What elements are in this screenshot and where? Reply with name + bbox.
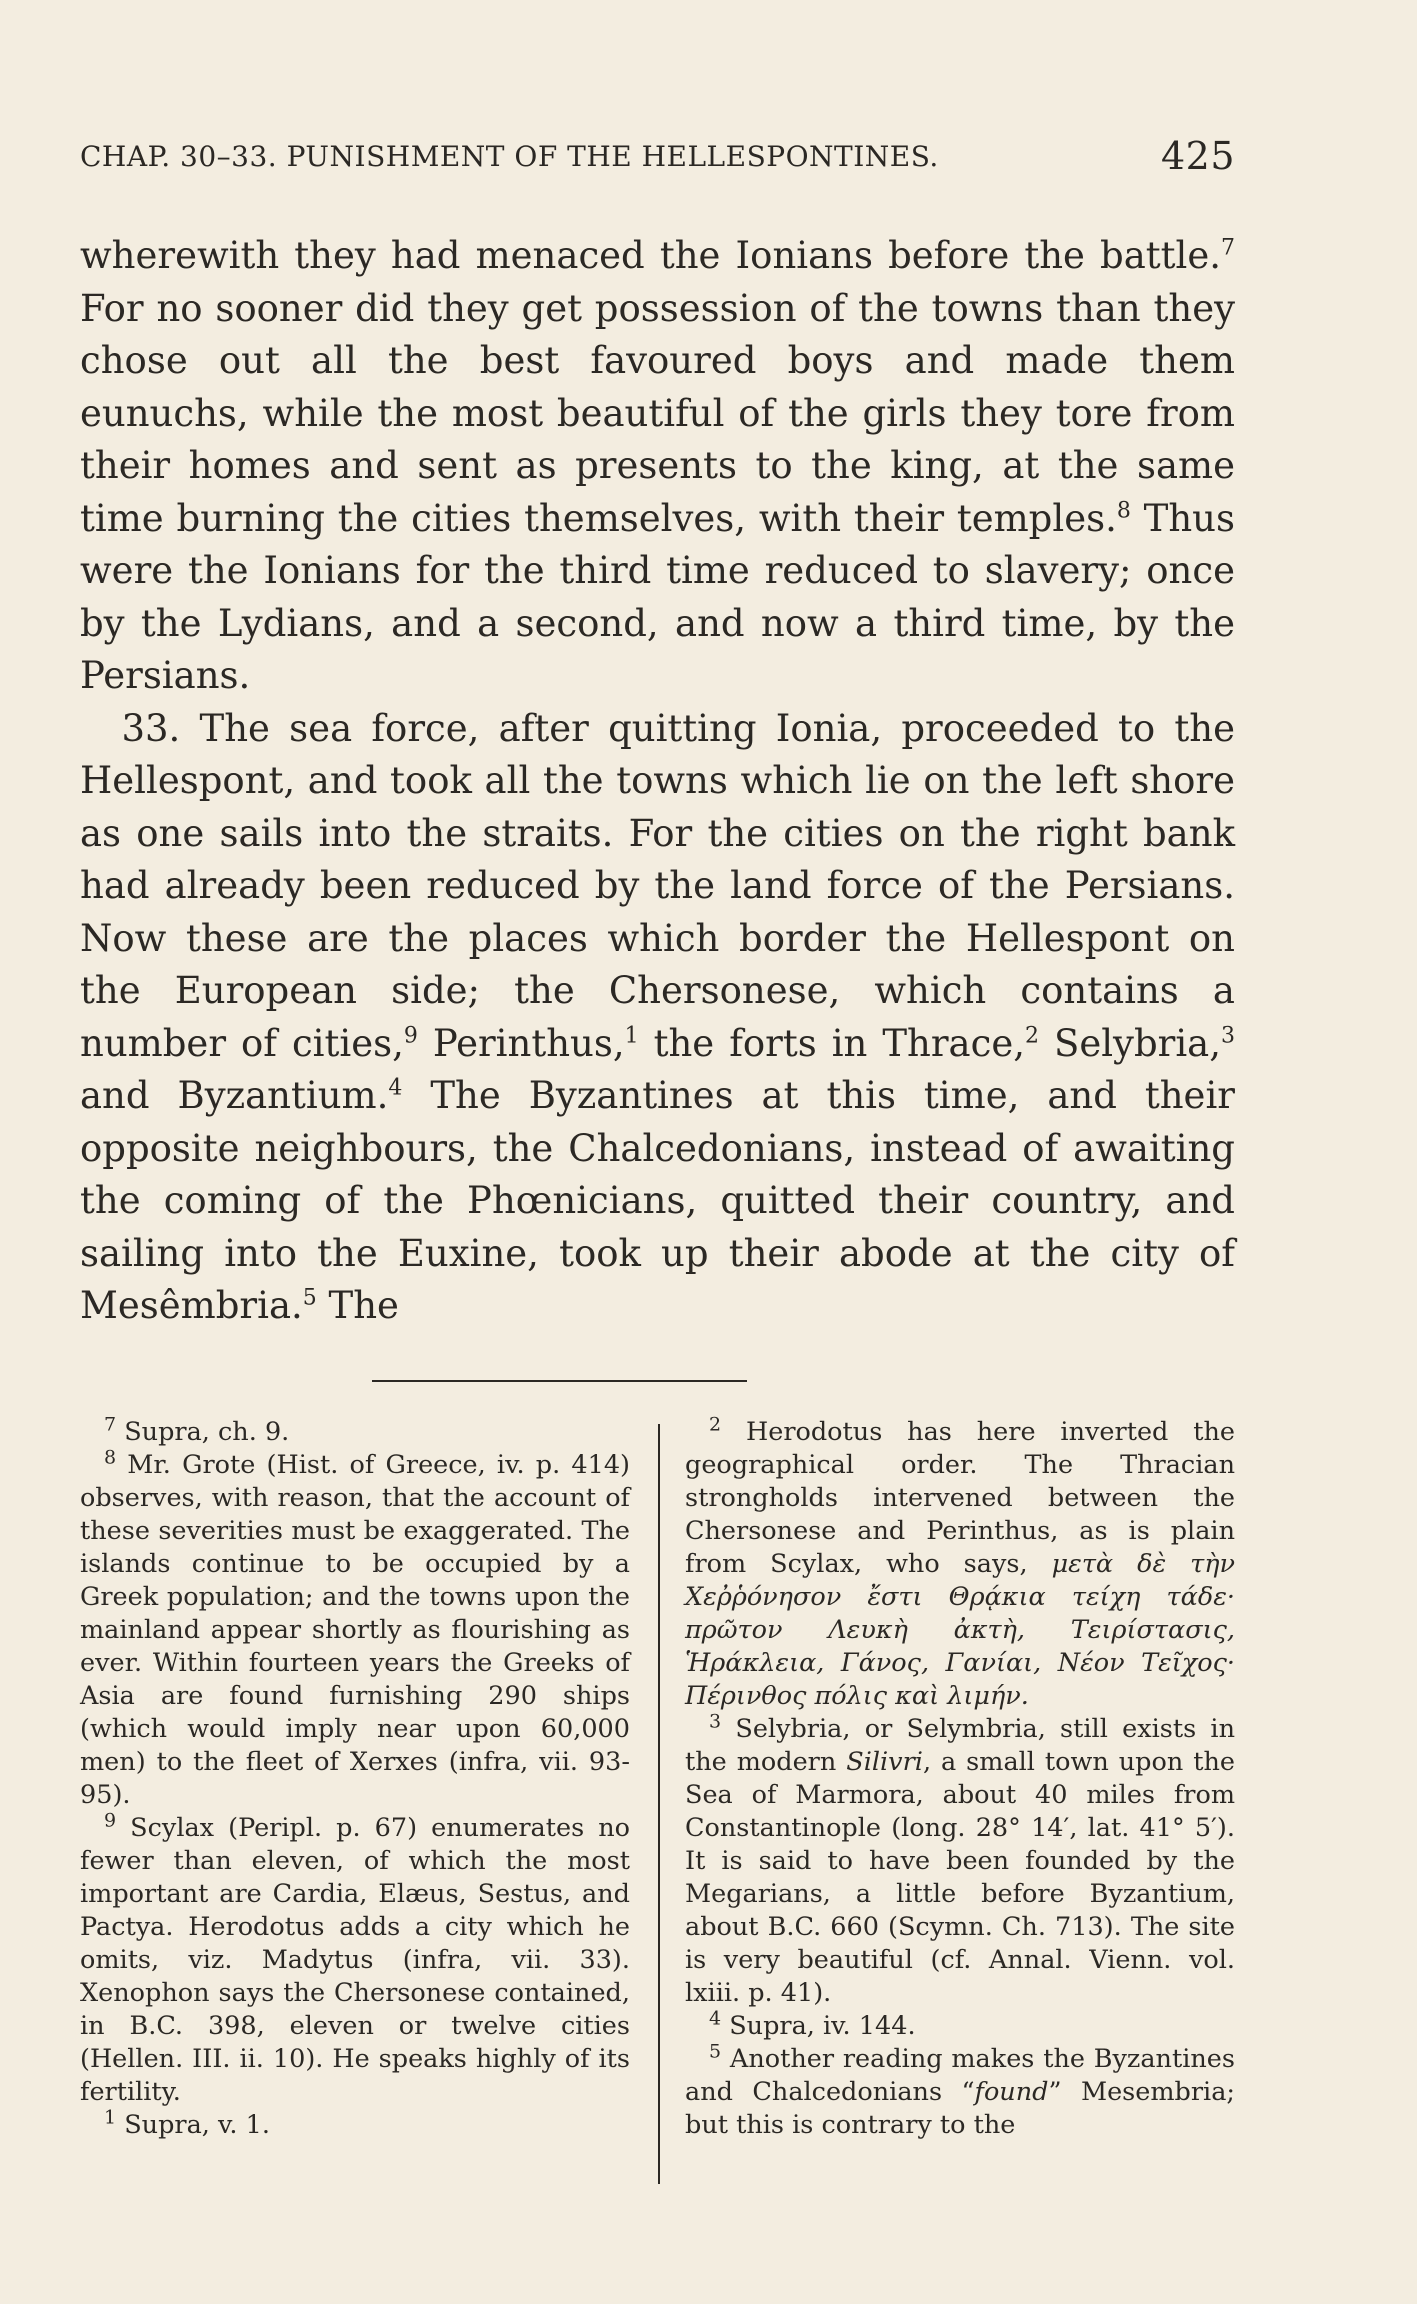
- text-run: Selybria,: [1038, 1021, 1221, 1065]
- text-run: wherewith they had menaced the Ionians before the battle.: [80, 234, 1221, 277]
- running-head: [80, 134, 1235, 190]
- footnote-number: 4: [709, 2007, 722, 2029]
- text-run: Perinthus,: [417, 1021, 625, 1065]
- footnote-number: 2: [709, 1413, 722, 1435]
- footnote-ref: 5: [302, 1285, 317, 1311]
- footnote-ref: 2: [1024, 1023, 1039, 1049]
- footnote-rule: [372, 1380, 747, 1382]
- footnote-text: Scylax (Peripl. p. 67) enumerates no fewer than eleven, of which the most important are Cardia, Elæus, Sestus, and Pactya. Herodotus adds a city which he omits, viz. Madytus (infra, vii. 33). Xenophon says the Chersonese contained, in B.C. 398, eleven or twelve cities (Hellen. III. ii. 10). He speaks highly of its fertility.: [80, 1812, 630, 2107]
- text-run: The: [316, 1284, 399, 1327]
- place-name-italic: Silivri: [846, 1746, 923, 1777]
- footnote-text: Herodotus has here inverted the geographical order. The Thracian strongholds intervened between the Chersonese and Perinthus, as is plain from Scylax, who says,: [685, 1416, 1236, 1579]
- variant-reading-italic: found: [974, 2076, 1049, 2107]
- main-text: [80, 230, 1235, 1333]
- text-run: For no sooner did they get possession of the towns than they chose out all the best favoured boys and made them eunuchs, while the most beautiful of the girls they tore from their homes and sent as presents to the king, at the same time burning the cities themselves, with their temples.: [80, 286, 1235, 540]
- text-run: the forts in Thrace,: [638, 1021, 1025, 1065]
- footnote-text: Mr. Grote (Hist. of Greece, iv. p. 414) observes, with reason, that the account of these severities must be exaggerated. The islands continue to be occupied by a Greek population; and the towns upon the mainland appear shortly as flourishing as ever. Within fourteen years the Greeks of Asia are found furnishing 290 ships (which would imply near upon 60,000 men) to the fleet of Xerxes (infra, vii. 93-95).: [80, 1449, 631, 1810]
- footnote-3: [685, 1710, 1236, 2010]
- footnote-ref: 1: [624, 1023, 639, 1049]
- paragraph-33: [80, 703, 1235, 1333]
- footnote-9: [80, 1809, 630, 2109]
- footnote-number: 7: [104, 1413, 117, 1435]
- text-run: and Byzantium.: [80, 1074, 389, 1117]
- footnote-text: Supra, v. 1.: [124, 2109, 270, 2140]
- footnote-7: [80, 1413, 630, 1449]
- footnote-ref: 7: [1221, 235, 1235, 261]
- text-run: The Byzantines at this time, and their opposite neighbours, the Chalcedonians, instead of awaiting the coming of the Phœnicians, quitted their country, and sailing into the Euxine, took up their abode at the city of Mesêmbria.: [80, 1074, 1235, 1327]
- footnotes-right-column: [685, 1413, 1236, 2142]
- footnote-text: Supra, iv. 144.: [729, 2010, 916, 2041]
- footnote-text: Supra, ch. 9.: [124, 1416, 290, 1447]
- footnotes-left-column: [80, 1413, 631, 2142]
- footnote-text: , a small town upon the Sea of Marmora, about 40 miles from Constantinople (long. 28° 14′, lat. 41° 5′). It is said to have been founded by the Megarians, a little before Byzantium, about B.C. 660 (Scymn. Ch. 713). The site is very beautiful (cf. Annal. Vienn. vol. lxiii. p. 41).: [685, 1746, 1235, 2008]
- footnote-number: 8: [104, 1446, 117, 1468]
- footnote-ref: 8: [1116, 498, 1131, 524]
- footnotes: [80, 1413, 1236, 2142]
- footnote-number: 9: [104, 1809, 117, 1831]
- footnote-ref: 9: [403, 1023, 418, 1049]
- footnote-text: Selybria, or Selymbria, still exists in the modern: [685, 1713, 1236, 1777]
- footnote-ref: 4: [388, 1075, 403, 1101]
- column-divider: [658, 1424, 660, 2184]
- page-number: 425: [1160, 134, 1235, 178]
- footnote-number: 3: [709, 1710, 722, 1732]
- footnote-text: Another reading makes the Byzantines and Chalcedonians “: [685, 2043, 1235, 2107]
- book-page: [80, 134, 1236, 2142]
- footnote-ref: 3: [1220, 1023, 1235, 1049]
- footnote-number: 1: [104, 2106, 117, 2128]
- greek-quotation: μετὰ δὲ τὴν Χεῤῥόνησον ἔστι Θρᾴκια τείχη τάδε· πρῶτον Λευκὴ ἀκτὴ, Τειρίστασις, Ἡράκλεια, Γάνος, Γανίαι, Νέον Τεῖχος· Πέρινθος πόλις καὶ λιμήν.: [685, 1548, 1236, 1711]
- footnote-5: [685, 2040, 1235, 2142]
- footnote-text: ” Mesembria; but this is contrary to the: [685, 2076, 1235, 2140]
- text-run: 33. The sea force, after quitting Ionia, proceeded to the Hellespont, and took all the towns which lie on the left shore as one sails into the straits. For the cities on the right bank had already been reduced by the land force of the Persians. Now these are the places which border the Hellespont on the European side; the Chersonese, which contains a number of cities,: [80, 706, 1235, 1065]
- paragraph-32-end: [80, 230, 1235, 703]
- footnote-4: [685, 2007, 1235, 2043]
- footnote-number: 5: [709, 2040, 722, 2062]
- footnote-2: [685, 1413, 1236, 1713]
- text-run: Thus were the Ionians for the third time reduced to slavery; once by the Lydians, and a second, and now a third time, by the Persians.: [80, 496, 1235, 697]
- chapter-heading: CHAP. 30–33. PUNISHMENT OF THE HELLESPONTINES.: [80, 140, 939, 173]
- footnote-8: [80, 1446, 631, 1812]
- footnote-1: [80, 2106, 630, 2142]
